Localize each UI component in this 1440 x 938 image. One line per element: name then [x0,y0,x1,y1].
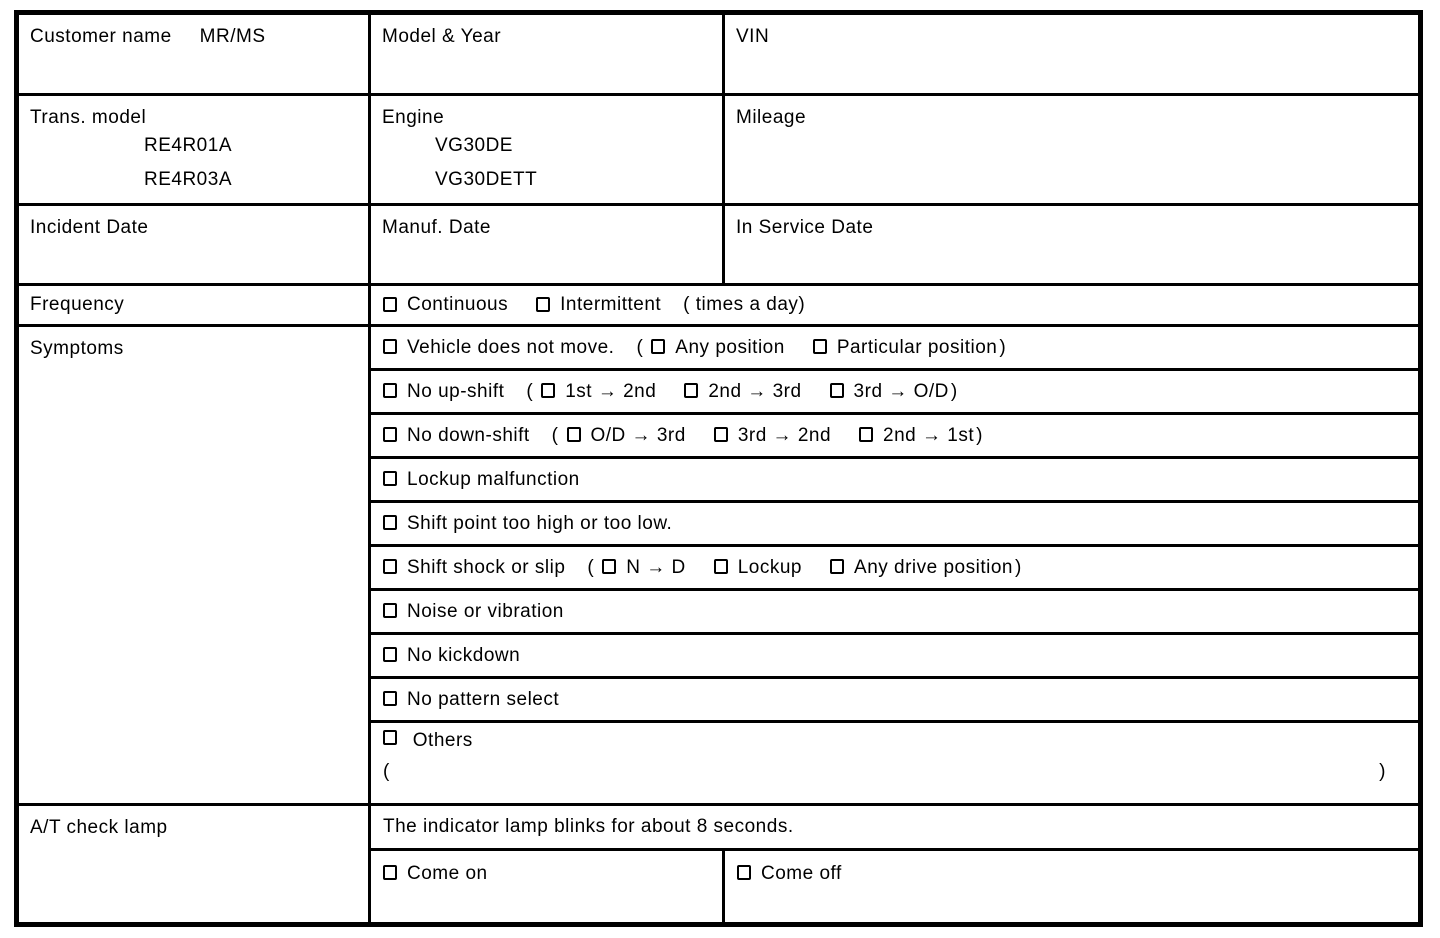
frequency-row [19,286,1418,327]
checkbox-no-up-shift[interactable] [383,383,397,398]
trans-model-label: Trans. model [30,107,147,128]
symptom-sub-label: 2nd → 1st [883,424,975,446]
lamp-come-on-cell [371,851,725,922]
customer-name-suffix: MR/MS [199,26,266,47]
symptom-row-lockup-malfunction [371,459,1418,503]
checkbox-od-to-3rd[interactable] [567,427,581,442]
header-row-3 [19,206,1418,286]
cell-trans-model [19,96,371,203]
symptoms-rows [371,327,1418,803]
at-check-lamp-label: A/T check lamp [30,817,168,838]
header-row-2 [19,96,1418,206]
lamp-note-row [371,806,1418,851]
at-check-lamp-content [371,806,1418,922]
checkbox-3rd-to-2nd[interactable] [714,427,728,442]
symptom-label: No up-shift [407,380,505,402]
symptom-sub-label: N → D [626,556,686,578]
symptom-row-noise-or-vibration [371,591,1418,635]
checkbox-intermittent[interactable] [536,297,550,312]
engine-label: Engine [382,107,445,128]
trans-model-value: RE4R03A [144,169,232,190]
symptom-label: No kickdown [407,644,521,666]
symptom-sub-label: Any position [675,336,785,358]
paren-close: ) [1014,556,1022,578]
diagnostic-form-table [14,10,1423,927]
cell-symptoms-label [19,327,371,803]
cell-at-check-lamp [19,806,371,922]
checkbox-vehicle-does-not-move[interactable] [383,339,397,354]
symptom-label: No pattern select [407,688,560,710]
symptom-row-no-pattern-select [371,679,1418,723]
symptom-label: Others [412,730,473,751]
checkbox-noise-or-vibration[interactable] [383,603,397,618]
checkbox-no-kickdown[interactable] [383,647,397,662]
symptom-label: Shift shock or slip [407,556,566,578]
symptom-sub-label: 3rd → 2nd [737,424,832,446]
checkbox-no-pattern-select[interactable] [383,691,397,706]
symptom-sub-label: 2nd → 3rd [708,380,802,402]
symptom-row-others [371,723,1418,803]
come-off-label: Come off [761,863,842,884]
symptoms-section [19,327,1418,806]
symptom-label: Vehicle does not move. [407,336,615,358]
in-service-date-label: In Service Date [736,217,874,238]
times-a-day-suffix: ( times a day) [683,294,806,315]
symptom-label: Shift point too high or too low. [407,512,673,534]
symptom-row-no-kickdown [371,635,1418,679]
checkbox-shift-shock-or-slip[interactable] [383,559,397,574]
paren-open: ( [526,380,534,402]
checkbox-any-drive-position[interactable] [830,559,844,574]
symptom-label: Noise or vibration [407,600,564,622]
symptom-label: Lockup malfunction [407,468,580,490]
symptom-sub-label: 1st → 2nd [565,380,657,402]
checkbox-lockup[interactable] [714,559,728,574]
paren-close: ) [976,424,983,446]
paren-close: ) [1379,761,1386,782]
checkbox-particular-position[interactable] [813,339,827,354]
cell-customer-name [19,15,371,93]
symptoms-label: Symptoms [30,338,124,359]
paren-close: ) [950,380,958,402]
lamp-note: The indicator lamp blinks for about 8 seconds. [383,816,794,837]
lamp-come-off-cell [725,851,1418,922]
paren-open: ( [383,761,390,782]
symptom-row-no-up-shift [371,371,1418,415]
symptom-sub-label: Any drive position [854,556,1013,578]
continuous-label: Continuous [407,294,509,315]
trans-model-value: RE4R01A [144,135,232,156]
cell-model-year [371,15,725,93]
paren-close: ) [999,336,1007,358]
engine-value: VG30DE [435,135,513,156]
cell-in-service-date [725,206,1418,283]
checkbox-3rd-to-od[interactable] [830,383,844,398]
symptom-row-shift-shock-or-slip [371,547,1418,591]
mileage-label: Mileage [736,107,807,128]
checkbox-come-on[interactable] [383,865,397,880]
checkbox-2nd-to-1st[interactable] [859,427,873,442]
vin-label: VIN [736,26,770,47]
lamp-options-row [371,851,1418,922]
cell-mileage [725,96,1418,203]
frequency-options [371,286,1418,324]
symptom-sub-label: Lockup [737,556,803,578]
model-year-label: Model & Year [382,26,502,47]
frequency-label: Frequency [30,294,125,315]
symptom-label: No down-shift [407,424,530,446]
cell-vin [725,15,1418,93]
symptom-sub-label: Particular position [836,336,998,358]
come-on-label: Come on [407,863,488,884]
manuf-date-label: Manuf. Date [382,217,491,238]
checkbox-any-position[interactable] [651,339,665,354]
paren-open: ( [551,424,559,446]
symptom-sub-label: 3rd → O/D [853,380,949,402]
engine-value: VG30DETT [435,169,538,190]
checkbox-2nd-to-3rd[interactable] [684,383,698,398]
cell-manuf-date [371,206,725,283]
checkbox-shift-point[interactable] [383,515,397,530]
cell-incident-date [19,206,371,283]
checkbox-lockup-malfunction[interactable] [383,471,397,486]
header-row-1 [19,15,1418,96]
checkbox-others[interactable] [383,730,397,745]
incident-date-label: Incident Date [30,217,149,238]
symptom-row-vehicle-does-not-move [371,327,1418,371]
checkbox-n-to-d[interactable] [602,559,616,574]
checkbox-no-down-shift[interactable] [383,427,397,442]
symptom-sub-label: O/D → 3rd [590,424,686,446]
paren-open: ( [636,336,644,358]
at-check-lamp-section [19,806,1418,922]
symptom-row-shift-point [371,503,1418,547]
checkbox-continuous[interactable] [383,297,397,312]
cell-frequency-label [19,286,371,324]
checkbox-1st-to-2nd[interactable] [541,383,555,398]
paren-open: ( [587,556,595,578]
checkbox-come-off[interactable] [737,865,751,880]
customer-name-label: Customer name [30,26,172,47]
cell-engine [371,96,725,203]
intermittent-label: Intermittent [560,294,662,315]
symptom-row-no-down-shift [371,415,1418,459]
